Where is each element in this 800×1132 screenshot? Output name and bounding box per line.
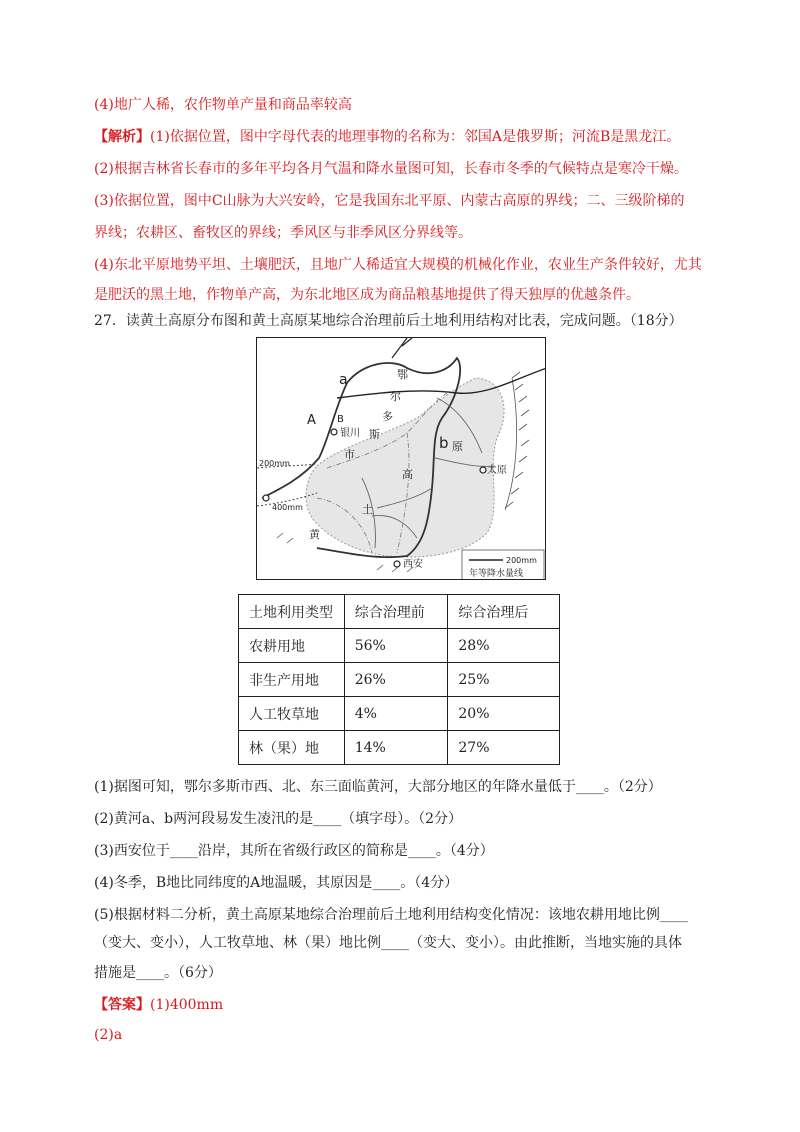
label-e: 鄂 (397, 368, 408, 381)
table-cell: 人工牧草地 (239, 697, 345, 731)
table-header: 土地利用类型 (239, 595, 345, 629)
map-graphic (257, 338, 546, 580)
table-cell: 农耕用地 (239, 629, 345, 663)
xian-dot (394, 561, 400, 567)
table-cell: 27% (448, 731, 560, 765)
table-cell: 25% (448, 663, 560, 697)
table-row (239, 731, 560, 765)
answer-line-2: (2)a (94, 1027, 123, 1043)
table-cell: 林（果）地 (239, 731, 345, 765)
table-cell: 14% (344, 731, 448, 765)
label-tu: 土 (362, 503, 373, 516)
question-1: (1)据图可知，鄂尔多斯市西、北、东三面临黄河，大部分地区的年降水量低于____。（2分） (94, 779, 662, 795)
table-row (239, 629, 560, 663)
label-taiyuan: 太原 (487, 465, 507, 476)
answer-tag: 【答案】 (94, 997, 150, 1013)
table-cell: 28% (448, 629, 560, 663)
table-header: 综合治理后 (448, 595, 560, 629)
table-row (239, 697, 560, 731)
loess-plateau-map (256, 337, 546, 580)
answer-line-1 (94, 994, 223, 1016)
taiyuan-dot (480, 467, 486, 473)
label-b: b (439, 434, 449, 452)
yinchuan-dot (331, 429, 337, 435)
legend-value: 200mm (506, 556, 537, 565)
table-cell: 20% (448, 697, 560, 731)
question-4: (4)冬季，B地比同纬度的A地温暖，其原因是____。（4分） (94, 875, 459, 891)
table-cell: 非生产用地 (239, 663, 345, 697)
analysis-line-1 (94, 126, 680, 148)
table-row (239, 663, 560, 697)
label-200mm: 200mm (259, 459, 290, 468)
table-cell: 56% (344, 629, 448, 663)
label-yuan: 原 (452, 440, 463, 453)
label-si: 斯 (369, 428, 380, 441)
analysis-line-3: (3)依据位置，图中C山脉为大兴安岭，它是我国东北平原、内蒙古高原的界线；二、三级阶梯的 (94, 193, 685, 209)
table-header-row (239, 595, 560, 629)
answer-line-4: (4)地广人稀，农作物单产量和商品率较高 (94, 97, 352, 113)
label-400mm: 400mm (272, 503, 303, 512)
question-3: (3)西安位于____沿岸，其所在省级行政区的简称是____。（4分） (94, 843, 494, 859)
analysis-line-4-cont: 是肥沃的黑土地，作物单产高，为东北地区成为商品粮基地提供了得天独厚的优越条件。 (94, 287, 640, 303)
label-a: a (339, 372, 348, 388)
legend-caption: 年等降水量线 (469, 569, 524, 579)
label-shi: 市 (344, 448, 355, 461)
label-xian: 西安 (403, 559, 423, 570)
table-cell: 26% (344, 663, 448, 697)
table-header: 综合治理前 (344, 595, 448, 629)
question-27-title: 27．读黄土高原分布图和黄土高原某地综合治理前后土地利用结构对比表，完成问题。（18分） (94, 313, 683, 329)
analysis-line-4: (4)东北平原地势平坦、土壤肥沃，且地广人稀适宜大规模的机械化作业，农业生产条件较好，尤其 (94, 257, 702, 273)
label-A: A (307, 413, 316, 428)
label-duo: 多 (382, 410, 393, 423)
label-huang: 黄 (309, 528, 320, 541)
question-5-end: 措施是____。（6分） (94, 965, 222, 981)
analysis-line-2: (2)根据吉林省长春市的多年平均各月气温和降水量图可知，长春市冬季的气候特点是寒冷干燥。 (94, 161, 688, 177)
label-gao: 高 (402, 468, 413, 481)
land-use-table (238, 594, 560, 765)
answer-1-text: (1)400mm (150, 997, 224, 1013)
question-2: (2)黄河a、b两河段易发生凌汛的是____（填字母）。（2分） (94, 811, 463, 827)
label-er: 尔 (390, 390, 401, 403)
analysis-text-1: (1)依据位置，图中字母代表的地理事物的名称为：邻国A是俄罗斯；河流B是黑龙江。 (150, 129, 681, 145)
label-yinchuan: 银川 (340, 428, 360, 439)
northern-border (392, 338, 412, 358)
question-5-cont: （变大、变小），人工牧草地、林（果）地比例____（变大、变小）。由此推断，当地实施的具体 (94, 935, 682, 951)
question-5: (5)根据材料二分析，黄土高原某地综合治理前后土地利用结构变化情况：该地农耕用地比例____ (94, 907, 688, 923)
lanzhou-dot (263, 495, 269, 501)
table-cell: 4% (344, 697, 448, 731)
label-B: B (337, 414, 344, 425)
analysis-tag: 【解析】 (94, 129, 150, 145)
analysis-line-3-cont: 界线；农耕区、畜牧区的界线；季风区与非季风区分界线等。 (94, 225, 472, 241)
